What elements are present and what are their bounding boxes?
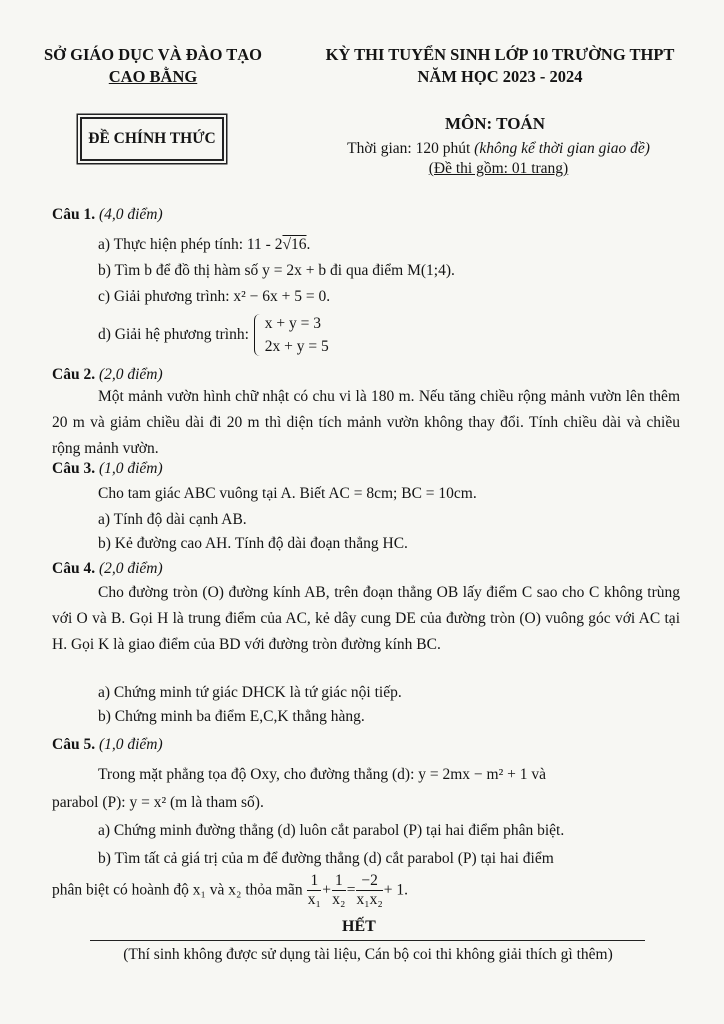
q1-d-eq1: x + y = 3	[264, 315, 322, 332]
q2-body-text: Một mảnh vườn hình chữ nhật có chu vi là 180 m. Nếu tăng chiều rộng mảnh vườn lên thêm 20 m và giảm chiều dài đi 20 m thì diện tích mảnh vườn không thay đổi. Tính chiều dài và chiều rộng mảnh vườn.	[52, 388, 680, 457]
q4-title: Câu 4.	[52, 560, 96, 577]
q4-heading	[52, 560, 163, 578]
fraction-1-den: x₁	[307, 891, 321, 908]
q3-a: a) Tính độ dài cạnh AB.	[98, 511, 247, 528]
q5-c-text: phân biệt có hoành độ x₁ và x₂ thỏa mãn	[52, 881, 303, 899]
time-note: (không kể thời gian giao đề)	[474, 140, 650, 157]
q1-a	[98, 236, 310, 254]
q5-b: b) Tìm tất cả giá trị của m để đường thẳng (d) cắt parabol (P) tại hai điểm	[98, 850, 554, 867]
q5-c	[52, 872, 408, 909]
end-line	[90, 918, 645, 941]
q5-title: Câu 5.	[52, 736, 96, 753]
q5-line2: parabol (P): y = x² (m là tham số).	[52, 794, 264, 811]
q3-heading	[52, 460, 163, 478]
q1-a-end: .	[306, 236, 311, 253]
q2-body	[52, 384, 680, 462]
q1-a-text: a) Thực hiện phép tính: 11 - 2	[98, 236, 283, 253]
plus-sign: +	[322, 881, 331, 899]
q5-a: a) Chứng minh đường thẳng (d) luôn cắt parabol (P) tại hai điểm phân biệt.	[98, 822, 565, 839]
q1-d	[98, 312, 329, 358]
fraction-3-num: −2	[356, 872, 382, 891]
q2-title: Câu 2.	[52, 366, 96, 383]
official-exam-box: ĐỀ CHÍNH THỨC	[80, 117, 224, 161]
end-text: HẾT	[342, 918, 376, 935]
exam-header	[300, 44, 700, 88]
q3-intro: Cho tam giác ABC vuông tại A. Biết AC = 8cm; BC = 10cm.	[98, 485, 477, 502]
department-header	[28, 44, 278, 88]
page-count	[296, 160, 701, 178]
time-info	[296, 140, 701, 158]
fraction-3	[356, 872, 382, 909]
subject-title: MÔN: TOÁN	[445, 114, 545, 133]
q4-a: a) Chứng minh tứ giác DHCK là tứ giác nội tiếp.	[98, 684, 402, 701]
fraction-2-den: x₂	[332, 891, 346, 908]
q4-points: (2,0 điểm)	[98, 560, 163, 577]
fraction-1	[307, 872, 321, 909]
fraction-2-num: 1	[332, 872, 346, 891]
page-count-text: (Đề thi gồm: 01 trang)	[428, 160, 569, 177]
q4-body	[52, 580, 680, 658]
exam-title: KỲ THI TUYỂN SINH LỚP 10 TRƯỜNG THPT	[325, 45, 675, 64]
time-prefix: Thời gian: 120 phút	[347, 140, 475, 157]
department-name: SỞ GIÁO DỤC VÀ ĐÀO TẠO	[43, 45, 263, 64]
q5-line1: Trong mặt phẳng tọa độ Oxy, cho đường thẳng (d): y = 2mx − m² + 1 và	[98, 766, 546, 783]
fraction-1-num: 1	[307, 872, 321, 891]
school-year: NĂM HỌC 2023 - 2024	[417, 67, 583, 86]
q3-b: b) Kẻ đường cao AH. Tính độ dài đoạn thẳng HC.	[98, 535, 408, 552]
q3-points: (1,0 điểm)	[98, 460, 163, 477]
province-name: CAO BẰNG	[108, 67, 198, 86]
q1-points: (4,0 điểm)	[98, 206, 163, 223]
equals-sign: =	[346, 881, 356, 899]
q2-heading	[52, 366, 163, 384]
q1-a-sqrt: √16	[282, 236, 307, 253]
q4-b: b) Chứng minh ba điểm E,C,K thẳng hàng.	[98, 708, 365, 725]
q3-title: Câu 3.	[52, 460, 96, 477]
equation-system	[253, 312, 329, 358]
q1-heading	[52, 206, 163, 224]
q5-heading	[52, 736, 163, 754]
q1-c: c) Giải phương trình: x² − 6x + 5 = 0.	[98, 288, 331, 305]
q2-points: (2,0 điểm)	[98, 366, 163, 383]
equation-tail: + 1.	[383, 881, 409, 899]
q4-body-text: Cho đường tròn (O) đường kính AB, trên đoạn thẳng OB lấy điểm C sao cho C không trùng với O và B. Gọi H là trung điểm của AC, kẻ dây cung DE của đường tròn (O) vuông góc với AC tại H. Gọi K là giao điểm của BD với đường tròn đường kính BC.	[52, 584, 680, 653]
fraction-3-den: x₁x₂	[356, 891, 383, 908]
q5-points: (1,0 điểm)	[98, 736, 163, 753]
fraction-2	[332, 872, 346, 909]
q1-d-text: d) Giải hệ phương trình:	[98, 326, 249, 343]
q1-b: b) Tìm b để đồ thị hàm số y = 2x + b đi qua điểm M(1;4).	[98, 262, 455, 279]
q1-d-eq2: 2x + y = 5	[264, 338, 329, 355]
footer-note: (Thí sinh không được sử dụng tài liệu, Cán bộ coi thi không giải thích gì thêm)	[123, 946, 613, 963]
q1-title: Câu 1.	[52, 206, 96, 223]
